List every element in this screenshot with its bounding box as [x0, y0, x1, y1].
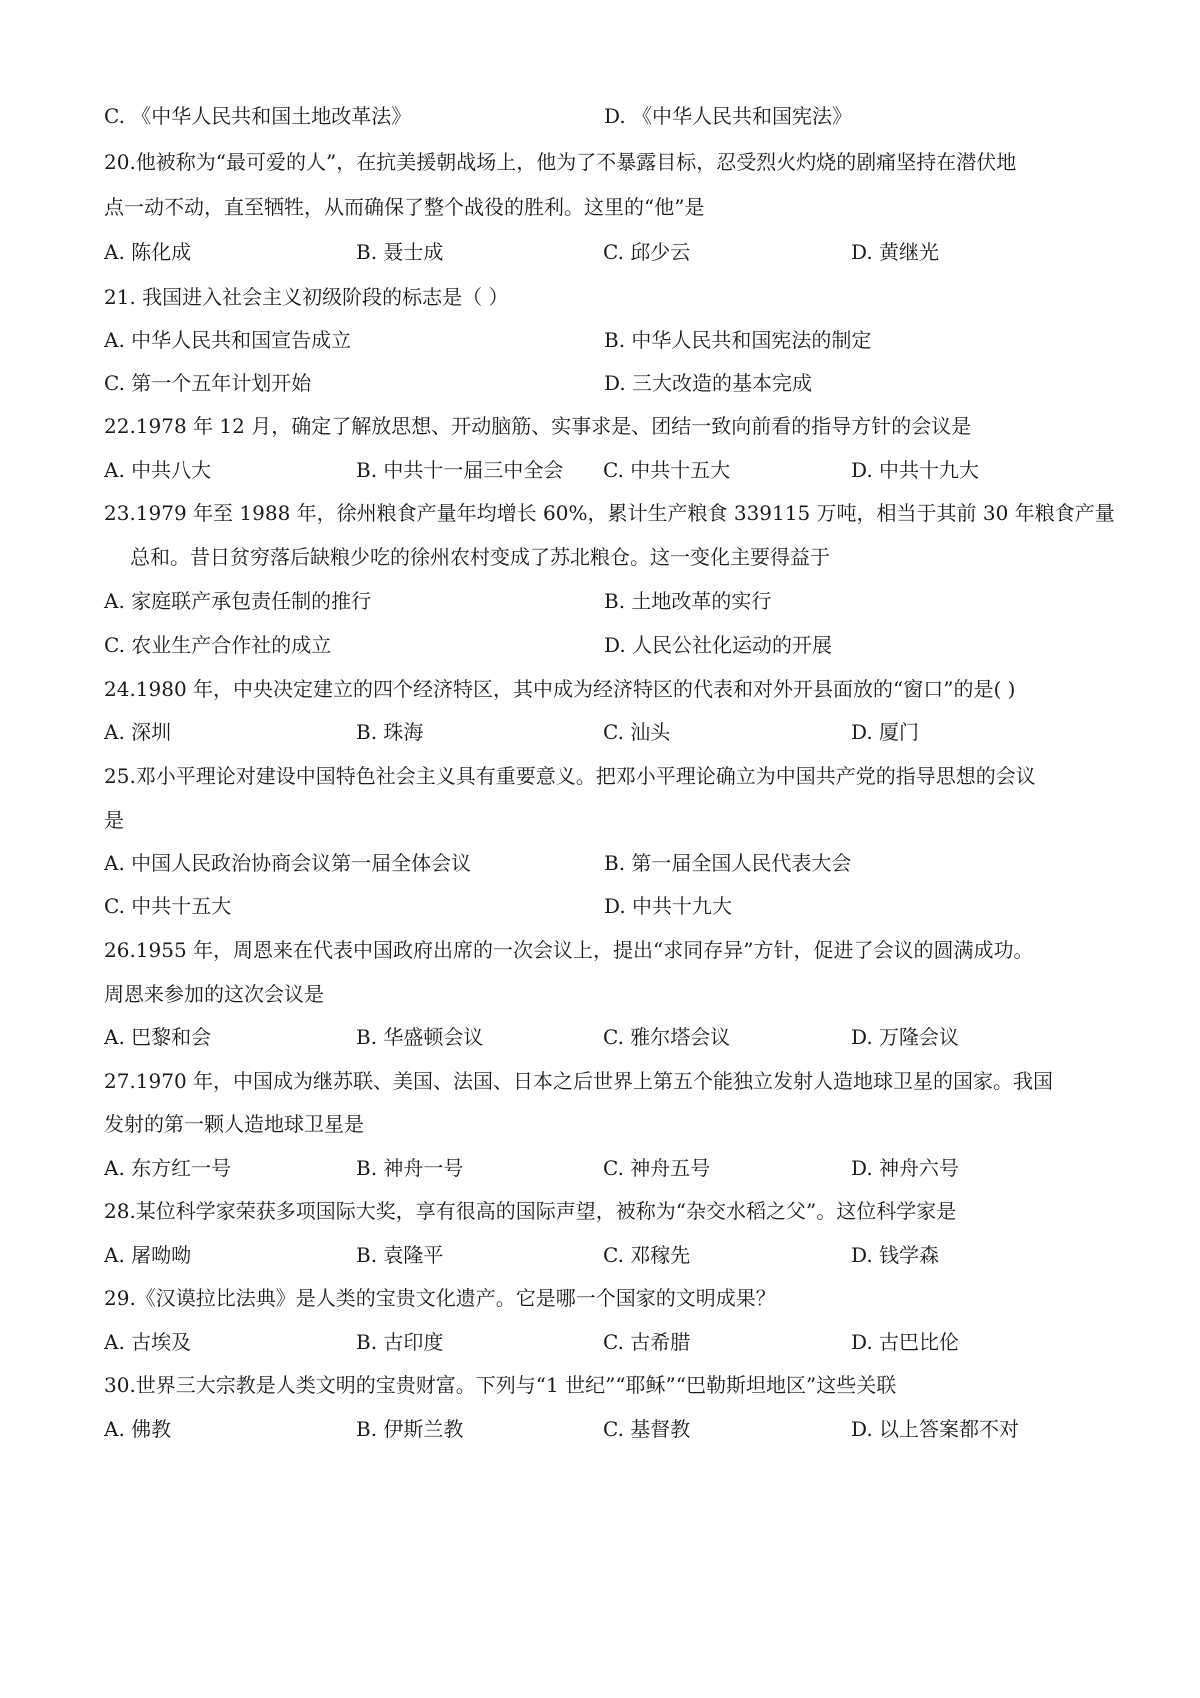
q28-option-d: D. 钱学森 [851, 1243, 940, 1267]
q21-option-a: A. 中华人民共和国宣告成立 [104, 328, 352, 352]
q23-option-d: D. 人民公社化运动的开展 [604, 633, 833, 657]
q21-option-b: B. 中华人民共和国宪法的制定 [604, 328, 872, 352]
q22-option-d: D. 中共十九大 [851, 458, 980, 482]
q29-option-b: B. 古印度 [356, 1330, 444, 1354]
q30-option-c: C. 基督教 [603, 1417, 691, 1441]
q23-option-c: C. 农业生产合作社的成立 [104, 633, 332, 657]
q28-stem-line1: 28.某位科学家荣获多项国际大奖，享有很高的国际声望，被称为“杂交水稻之父”。这位科学家是 [104, 1199, 957, 1223]
q22-option-a: A. 中共八大 [104, 458, 212, 482]
q25-option-a: A. 中国人民政治协商会议第一届全体会议 [104, 851, 472, 875]
q27-stem-line1: 27.1970 年，中国成为继苏联、美国、法国、日本之后世界上第五个能独立发射人造地球卫星的国家。我国 [104, 1069, 1054, 1093]
q23-stem-line2: 总和。昔日贫穷落后缺粮少吃的徐州农村变成了苏北粮仓。这一变化主要得益于 [130, 545, 830, 569]
q26-stem-line1: 26.1955 年，周恩来在代表中国政府出席的一次会议上，提出“求同存异”方针，促进了会议的圆满成功。 [104, 938, 1034, 962]
q26-option-a: A. 巴黎和会 [104, 1025, 212, 1049]
q24-option-a: A. 深圳 [104, 720, 172, 744]
q27-option-a: A. 东方红一号 [104, 1156, 232, 1180]
q20-option-d: D. 黄继光 [851, 240, 940, 264]
q27-option-b: B. 神舟一号 [356, 1156, 464, 1180]
q20-stem-line2: 点一动不动，直至牺牲，从而确保了整个战役的胜利。这里的“他”是 [104, 195, 705, 219]
q19-option-c: C. 《中华人民共和国土地改革法》 [104, 104, 412, 128]
q21-option-c: C. 第一个五年计划开始 [104, 371, 312, 395]
q27-option-d: D. 神舟六号 [851, 1156, 960, 1180]
q20-stem-line1: 20.他被称为“最可爱的人”，在抗美援朝战场上，他为了不暴露目标，忍受烈火灼烧的剧痛坚持在潜伏地 [104, 150, 1017, 174]
q27-option-c: C. 神舟五号 [603, 1156, 711, 1180]
q30-option-d: D. 以上答案都不对 [851, 1417, 1020, 1441]
q29-option-d: D. 古巴比伦 [851, 1330, 960, 1354]
q26-stem-line2: 周恩来参加的这次会议是 [104, 982, 324, 1006]
q30-stem-line1: 30.世界三大宗教是人类文明的宝贵财富。下列与“1 世纪”“耶稣”“巴勒斯坦地区”这些关联 [104, 1373, 897, 1397]
q24-option-b: B. 珠海 [356, 720, 424, 744]
q24-option-d: D. 厦门 [851, 720, 920, 744]
q22-stem-line1: 22.1978 年 12 月，确定了解放思想、开动脑筋、实事求是、团结一致向前看的指导方针的会议是 [104, 414, 972, 438]
q24-stem-line1: 24.1980 年，中央决定建立的四个经济特区，其中成为经济特区的代表和对外开县面放的“窗口”的是( ) [104, 677, 1016, 701]
q22-option-c: C. 中共十五大 [603, 458, 731, 482]
q25-option-d: D. 中共十九大 [604, 894, 733, 918]
q29-option-a: A. 古埃及 [104, 1330, 192, 1354]
q26-option-b: B. 华盛顿会议 [356, 1025, 484, 1049]
q25-option-c: C. 中共十五大 [104, 894, 232, 918]
q23-option-b: B. 土地改革的实行 [604, 589, 772, 613]
q28-option-b: B. 袁隆平 [356, 1243, 444, 1267]
q30-option-a: A. 佛教 [104, 1417, 172, 1441]
q20-option-c: C. 邱少云 [603, 240, 691, 264]
q29-stem-line1: 29.《汉谟拉比法典》是人类的宝贵文化遗产。它是哪一个国家的文明成果？ [104, 1286, 776, 1310]
q20-option-a: A. 陈化成 [104, 240, 192, 264]
q19-option-d: D. 《中华人民共和国宪法》 [604, 104, 853, 128]
q29-option-c: C. 古希腊 [603, 1330, 691, 1354]
q23-option-a: A. 家庭联产承包责任制的推行 [104, 589, 372, 613]
q25-stem-line2: 是 [104, 808, 124, 832]
q25-option-b: B. 第一届全国人民代表大会 [604, 851, 852, 875]
q26-option-d: D. 万隆会议 [851, 1025, 960, 1049]
q23-stem-line1: 23.1979 年至 1988 年，徐州粮食产量年均增长 60%，累计生产粮食 339115 万吨，相当于其前 30 年粮食产量 [104, 501, 1115, 525]
q27-stem-line2: 发射的第一颗人造地球卫星是 [104, 1112, 364, 1136]
q28-option-c: C. 邓稼先 [603, 1243, 691, 1267]
q26-option-c: C. 雅尔塔会议 [603, 1025, 731, 1049]
q20-option-b: B. 聂士成 [356, 240, 444, 264]
q21-stem-line1: 21. 我国进入社会主义初级阶段的标志是（ ） [104, 285, 509, 309]
q22-option-b: B. 中共十一届三中全会 [356, 458, 564, 482]
q24-option-c: C. 汕头 [603, 720, 671, 744]
q21-option-d: D. 三大改造的基本完成 [604, 371, 813, 395]
q25-stem-line1: 25.邓小平理论对建设中国特色社会主义具有重要意义。把邓小平理论确立为中国共产党的指导思想的会议 [104, 764, 1036, 788]
q30-option-b: B. 伊斯兰教 [356, 1417, 464, 1441]
q28-option-a: A. 屠呦呦 [104, 1243, 192, 1267]
